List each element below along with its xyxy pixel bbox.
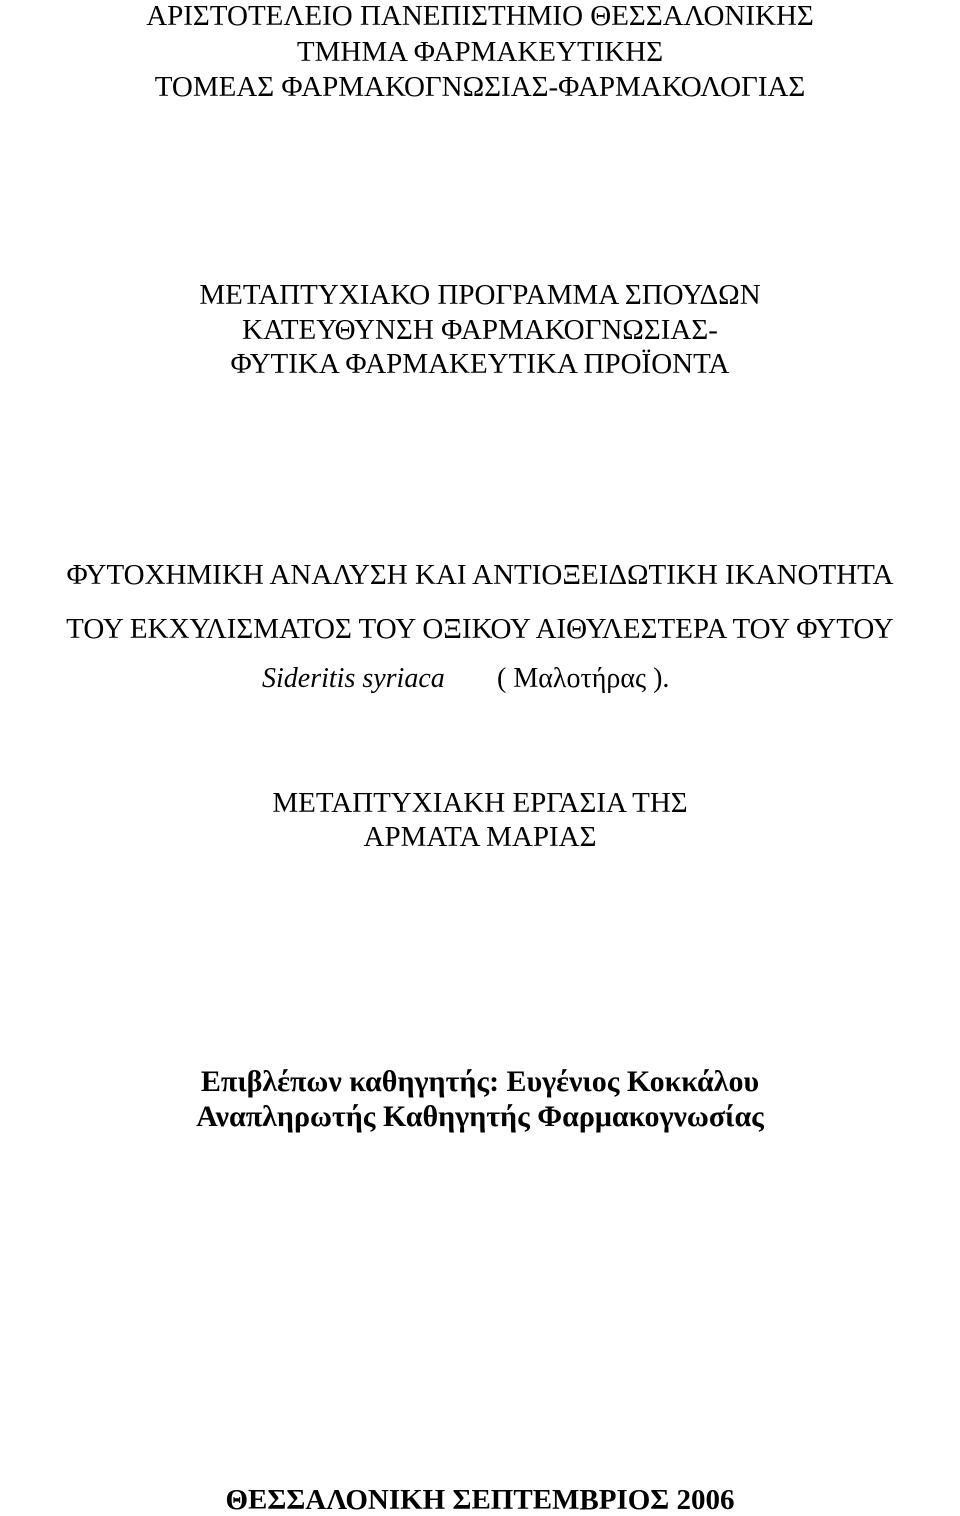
thesis-title-line-2: ΤΟΥ ΕΚΧΥΛΙΣΜΑΤΟΣ ΤΟΥ ΟΞΙΚΟΥ ΑΙΘΥΛΕΣΤΕΡΑ ΤΟΥ ΦΥΤΟΥ — [66, 613, 894, 645]
supervisor-title: Αναπληρωτής Καθηγητής Φαρμακογνωσίας — [196, 1100, 764, 1133]
supervisor-name: Επιβλέπων καθηγητής: Ευγένιος Κοκκάλου — [200, 1065, 760, 1098]
thesis-author-name: ΑΡΜΑΤΑ ΜΑΡΙΑΣ — [363, 821, 597, 853]
program-line-2: ΚΑΤΕΥΘΥΝΣΗ ΦΑΡΜΑΚΟΓΝΩΣΙΑΣ- — [242, 314, 718, 346]
department-name: ΤΜΗΜΑ ΦΑΡΜΑΚΕΥΤΙΚΗΣ — [296, 36, 664, 68]
plant-species-line — [0, 665, 960, 699]
thesis-author-heading: ΜΕΤΑΠΤΥΧΙΑΚΗ ΕΡΓΑΣΙΑ ΤΗΣ — [272, 787, 688, 819]
species-latin-name: Sideritis syriaca — [262, 663, 445, 694]
program-line-1: ΜΕΤΑΠΤΥΧΙΑΚΟ ΠΡΟΓΡΑΜΜΑ ΣΠΟΥΔΩΝ — [199, 279, 761, 311]
program-line-3: ΦΥΤΙΚΑ ΦΑΡΜΑΚΕΥΤΙΚΑ ΠΡΟΪΟΝΤΑ — [230, 348, 730, 380]
species-common-name: ( Μαλοτήρας ). — [497, 663, 670, 694]
division-name: ΤΟΜΕΑΣ ΦΑΡΜΑΚΟΓΝΩΣΙΑΣ-ΦΑΡΜΑΚΟΛΟΓΙΑΣ — [154, 71, 806, 103]
place-and-date: ΘΕΣΣΑΛΟΝΙΚΗ ΣΕΠΤΕΜΒΡΙΟΣ 2006 — [225, 1484, 735, 1516]
thesis-title-line-1: ΦΥΤΟΧΗΜΙΚΗ ΑΝΑΛΥΣΗ ΚΑΙ ΑΝΤΙΟΞΕΙΔΩΤΙΚΗ ΙΚΑΝΟΤΗΤΑ — [66, 559, 894, 591]
university-name: ΑΡΙΣΤΟΤΕΛΕΙΟ ΠΑΝΕΠΙΣΤΗΜΙΟ ΘΕΣΣΑΛΟΝΙΚΗΣ — [146, 0, 814, 32]
